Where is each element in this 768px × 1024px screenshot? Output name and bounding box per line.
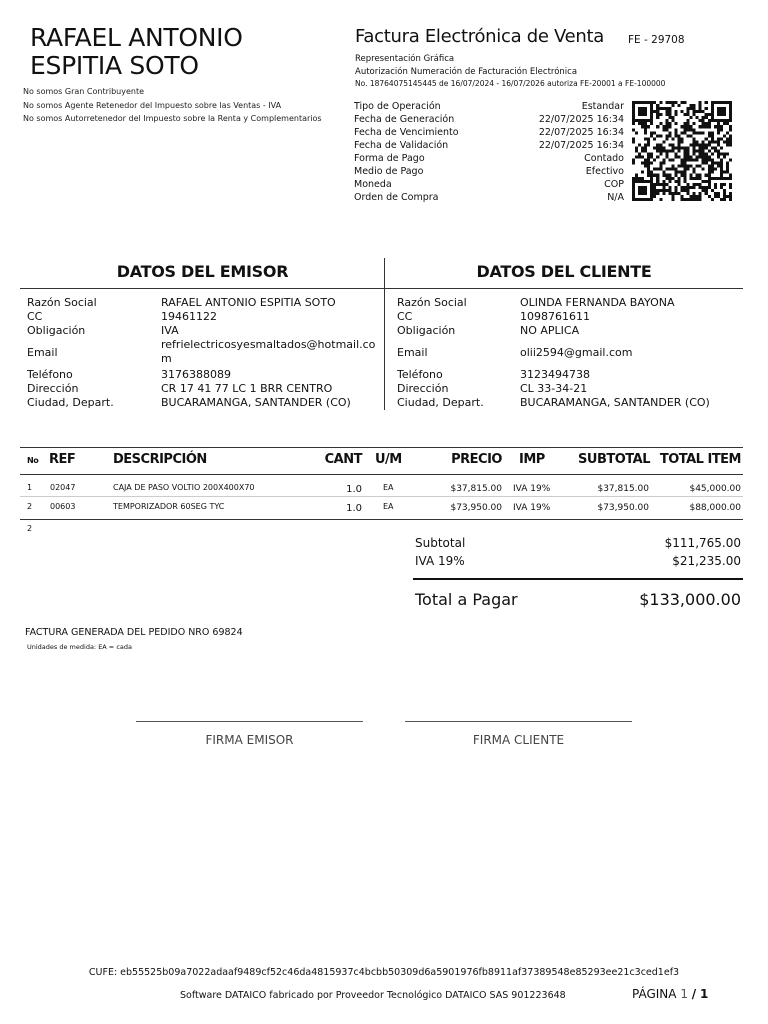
row-ref: 00603 (50, 502, 76, 511)
invoice-number: FE - 29708 (628, 34, 685, 46)
row-no: 2 (27, 502, 33, 511)
meta-value: 22/07/2025 16:34 (538, 127, 624, 138)
signature-line-emisor (136, 721, 363, 722)
meta-value: Estandar (581, 101, 624, 112)
meta-row (354, 152, 624, 165)
meta-label: Moneda (354, 179, 392, 190)
meta-label: Forma de Pago (354, 153, 425, 164)
meta-value: N/A (607, 192, 624, 203)
table-bottom-border (20, 519, 743, 520)
emisor-obligacion: IVA (161, 324, 179, 337)
row-ref: 02047 (50, 483, 76, 492)
meta-label: Fecha de Generación (354, 114, 455, 125)
row-desc: CAJA DE PASO VOLTIO 200X400X70 (113, 483, 255, 492)
issuer-note: No somos Autorretenedor del Impuesto sobre la Renta y Complementarios (23, 114, 322, 123)
software-credit: Software DATAICO fabricado por Proveedor Tecnológico DATAICO SAS 901223648 (180, 990, 566, 1001)
row-um: EA (383, 483, 394, 492)
invoice-authorization (355, 53, 665, 91)
emisor-ciudad: BUCARAMANGA, SANTANDER (CO) (161, 396, 351, 409)
row-desc: TEMPORIZADOR 60SEG TYC (113, 502, 225, 511)
item-count: 2 (27, 524, 33, 533)
emisor-direccion: CR 17 41 77 LC 1 BRR CENTRO (161, 382, 333, 395)
label-razon: Razón Social (397, 296, 467, 309)
order-note: FACTURA GENERADA DEL PEDIDO NRO 69824 (25, 627, 243, 638)
row-total: $45,000.00 (689, 484, 741, 494)
label-ciudad: Ciudad, Depart. (397, 396, 484, 409)
col-no: No (27, 456, 39, 465)
issuer-note: No somos Gran Contribuyente (23, 87, 145, 96)
cliente-telefono: 3123494738 (520, 368, 590, 381)
col-cant: CANT (324, 452, 362, 467)
units-note: Unidades de medida: EA = cada (27, 643, 132, 651)
label-obligacion: Obligación (397, 324, 456, 337)
meta-row (354, 165, 624, 178)
col-um: U/M (375, 452, 402, 467)
emisor-email-line2: m (161, 352, 172, 365)
page-total: 1 (700, 987, 709, 1001)
row-imp: IVA 19% (513, 503, 551, 513)
row-total: $88,000.00 (689, 503, 741, 513)
emisor-heading: DATOS DEL EMISOR (116, 262, 289, 281)
label-email: Email (397, 346, 428, 359)
representation-label: Representación Gráfica (355, 54, 455, 64)
authorization-detail: No. 18764075145445 de 16/07/2024 - 16/07/2026 autoriza FE-20001 a FE-100000 (355, 79, 666, 88)
label-razon: Razón Social (27, 296, 97, 309)
emisor-cc: 19461122 (161, 310, 217, 323)
meta-label: Tipo de Operación (354, 101, 441, 112)
cliente-razon: OLINDA FERNANDA BAYONA (520, 296, 675, 309)
section-vertical-divider (384, 258, 385, 410)
totals-divider (413, 578, 743, 580)
meta-label: Medio de Pago (354, 166, 424, 177)
meta-value: Contado (584, 153, 624, 164)
issuer-note: No somos Agente Retenedor del Impuesto sobre las Ventas - IVA (23, 100, 282, 110)
cliente-heading: DATOS DEL CLIENTE (476, 262, 652, 281)
col-total: TOTAL ITEM (659, 452, 741, 467)
label-obligacion: Obligación (27, 324, 86, 337)
label-telefono: Teléfono (397, 368, 443, 381)
label-ciudad: Ciudad, Depart. (27, 396, 114, 409)
row-precio: $73,950.00 (450, 503, 502, 513)
meta-label: Fecha de Validación (354, 140, 449, 151)
label-cc: CC (27, 310, 43, 323)
issuer-name-line2: ESPITIA SOTO (30, 51, 199, 80)
emisor-razon: RAFAEL ANTONIO ESPITIA SOTO (161, 296, 336, 309)
authorization-title: Autorización Numeración de Facturación Electrónica (355, 66, 578, 77)
row-subtotal: $37,815.00 (597, 484, 649, 494)
total-value: $133,000.00 (639, 590, 741, 609)
meta-row (354, 139, 624, 152)
meta-row (354, 191, 624, 204)
emisor-details (27, 296, 377, 416)
page-word: PÁGINA (632, 987, 677, 1001)
signature-label-cliente: FIRMA CLIENTE (472, 733, 565, 747)
iva-value: $21,235.00 (672, 554, 741, 568)
col-desc: DESCRIPCIÓN (113, 452, 207, 467)
meta-row (354, 113, 624, 126)
page-separator: / (691, 987, 697, 1001)
label-direccion: Dirección (397, 382, 449, 395)
label-cc: CC (397, 310, 413, 323)
emisor-telefono: 3176388089 (161, 368, 231, 381)
table-top-border (20, 447, 743, 448)
col-precio: PRECIO (451, 452, 502, 467)
meta-row (354, 100, 624, 113)
meta-row (354, 178, 624, 191)
label-email: Email (27, 346, 58, 359)
cliente-direccion: CL 33-34-21 (520, 382, 588, 395)
cliente-ciudad: BUCARAMANGA, SANTANDER (CO) (520, 396, 710, 409)
issuer-name (30, 24, 243, 80)
row-um: EA (383, 502, 394, 511)
issuer-tax-notes (23, 85, 322, 126)
iva-label: IVA 19% (415, 554, 465, 568)
row-cant: 1.0 (346, 503, 362, 514)
row-subtotal: $73,950.00 (597, 503, 649, 513)
table-header-border (20, 474, 743, 475)
emisor-email-line1: refrielectricosyesmaltados@hotmail.co (161, 338, 376, 351)
label-direccion: Dirección (27, 382, 79, 395)
cliente-email: olii2594@gmail.com (520, 346, 633, 359)
signature-label-emisor: FIRMA EMISOR (205, 733, 294, 747)
meta-value: Efectivo (585, 166, 624, 177)
issuer-name-line1: RAFAEL ANTONIO (30, 23, 243, 52)
table-row (0, 502, 768, 516)
meta-value: COP (604, 179, 624, 190)
col-subtotal: SUBTOTAL (578, 452, 650, 467)
page-indicator (632, 987, 708, 1001)
table-header (0, 452, 768, 472)
qr-code-icon (632, 100, 732, 202)
col-ref: REF (49, 452, 76, 467)
col-imp: IMP (519, 452, 545, 467)
cliente-details (397, 296, 747, 416)
total-label: Total a Pagar (415, 590, 518, 609)
meta-row (354, 126, 624, 139)
invoice-meta (354, 100, 624, 204)
meta-value: 22/07/2025 16:34 (538, 114, 624, 125)
page-current: 1 (680, 987, 688, 1001)
row-divider (20, 496, 743, 497)
label-telefono: Teléfono (27, 368, 73, 381)
row-imp: IVA 19% (513, 484, 551, 494)
meta-value: 22/07/2025 16:34 (538, 140, 624, 151)
meta-label: Fecha de Vencimiento (354, 127, 459, 138)
section-divider (20, 288, 743, 289)
cliente-obligacion: NO APLICA (520, 324, 580, 337)
invoice-title: Factura Electrónica de Venta (355, 26, 605, 47)
meta-label: Orden de Compra (354, 192, 439, 203)
row-cant: 1.0 (346, 484, 362, 495)
subtotal-value: $111,765.00 (664, 536, 741, 550)
cufe-code: CUFE: eb55525b09a7022adaaf9489cf52c46da4815937c4bcbb50309d6a5901976fb8911af37389548e85293ee21c3ced1ef3 (88, 967, 680, 978)
signature-line-cliente (405, 721, 632, 722)
row-precio: $37,815.00 (450, 484, 502, 494)
table-row (0, 483, 768, 497)
subtotal-label: Subtotal (415, 536, 466, 550)
row-no: 1 (27, 483, 33, 492)
cliente-cc: 1098761611 (520, 310, 590, 323)
